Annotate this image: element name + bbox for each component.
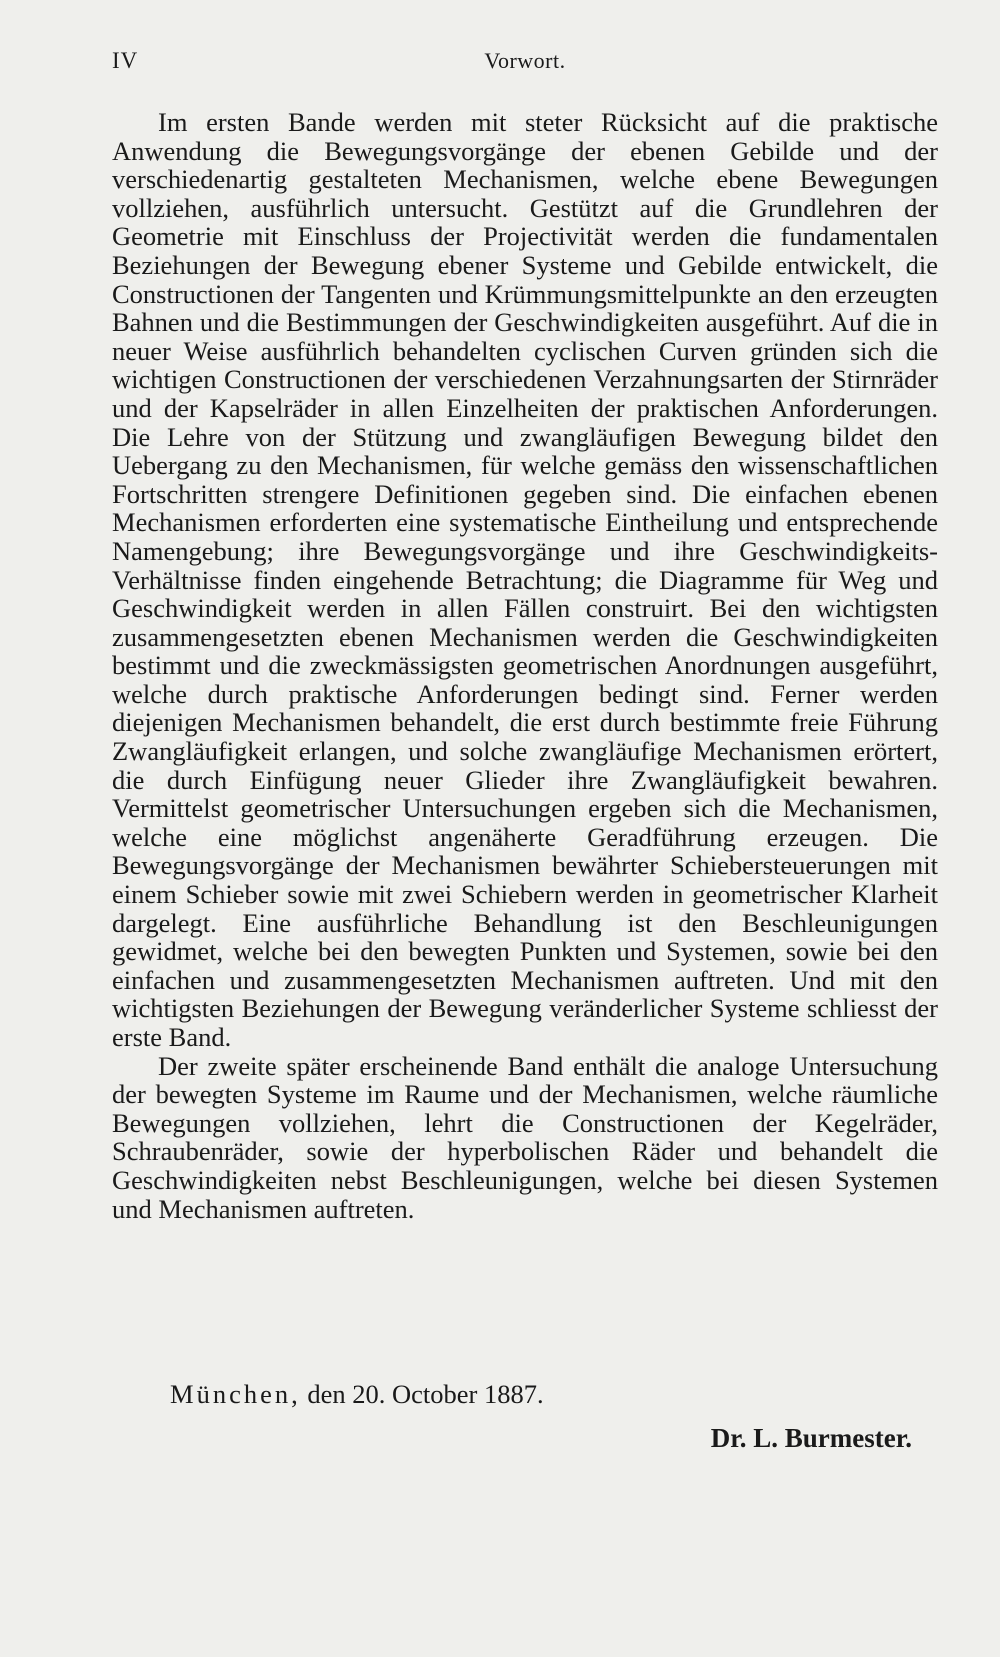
running-title: Vorwort.: [484, 48, 566, 73]
place-and-date: [170, 1379, 544, 1409]
paragraph-first-volume: Im ersten Bande werden mit steter Rücksicht auf die praktische Anwendung die Bewegungsvorgänge der ebenen Gebilde und der verschiedenartig gestalteten Mechanismen, welche ebene Bewegungen vollziehen, ausführlich untersucht. Gestützt auf die Grundlehren der Geometrie mit Einschluss der Projectivität werden die fundamentalen Beziehungen der Bewegung ebener Systeme und Gebilde entwickelt, die Constructionen der Tangenten und Krümmungsmittelpunkte an den erzeugten Bahnen und die Bestimmungen der Geschwindigkeiten ausgeführt. Auf die in neuer Weise ausführlich behandelten cyclischen Curven gründen sich die wichtigen Constructionen der verschiedenen Verzahnungsarten der Stirnräder und der Kapselräder in allen Einzelheiten der praktischen Anforderungen. Die Lehre von der Stützung und zwangläufigen Bewegung bildet den Uebergang zu den Mechanismen, für welche gemäss den wissenschaftlichen Fortschritten strengere Definitionen gegeben sind. Die einfachen ebenen Mechanismen erforderten eine systematische Eintheilung und entsprechende Namengebung; ihre Bewegungsvorgänge und ihre Geschwindigkeits-Verhältnisse finden eingehende Betrachtung; die Diagramme für Weg und Geschwindigkeit werden in allen Fällen construirt. Bei den wichtigsten zusammengesetzten ebenen Mechanismen werden die Geschwindigkeiten bestimmt und die zweckmässigsten geometrischen Anordnungen ausgeführt, welche durch praktische Anforderungen bedingt sind. Ferner werden diejenigen Mechanismen behandelt, die erst durch bestimmte freie Führung Zwangläufigkeit erlangen, und solche zwangläufige Mechanismen erörtert, die durch Einfügung neuer Glieder ihre Zwangläufigkeit bewahren. Vermittelst geometrischer Untersuchungen ergeben sich die Mechanismen, welche eine möglichst angenäherte Geradführung erzeugen. Die Bewegungsvorgänge der Mechanismen bewährter Schiebersteuerungen mit einem Schieber sowie mit zwei Schiebern werden in geometrischer Klarheit dargelegt. Eine ausführliche Behandlung ist den Beschleunigungen gewidmet, welche bei den bewegten Punkten und Systemen, sowie bei den einfachen und zusammengesetzten Mechanismen auftreten. Und mit den wichtigsten Beziehungen der Bewegung veränderlicher Systeme schliesst der erste Band.: [112, 107, 938, 1052]
place: München,: [170, 1379, 301, 1409]
running-head: [112, 48, 938, 80]
paragraph-second-volume: Der zweite später erscheinende Band enthält die analoge Untersuchung der bewegten Systeme im Raume und der Mechanismen, welche räumliche Bewegungen vollziehen, lehrt die Constructionen der Kegelräder, Schraubenräder, sowie der hyperbolischen Räder und behandelt die Geschwindigkeiten nebst Beschleunigungen, welche bei diesen Systemen und Mechanismen auftreten.: [112, 1050, 938, 1224]
date: den 20. October 1887.: [307, 1379, 544, 1409]
page-number: IV: [112, 48, 139, 73]
preface-body: [112, 108, 938, 1223]
author-signature: Dr. L. Burmester.: [710, 1423, 912, 1453]
